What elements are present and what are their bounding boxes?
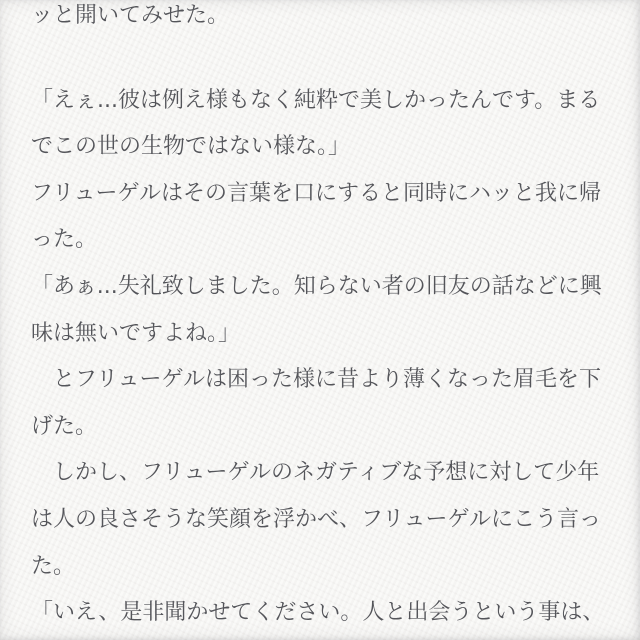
text-block: [31, 0, 630, 637]
text-line: 「いえ、是非聞かせてください。人と出会うという事は、: [31, 600, 605, 626]
text-line: 「えぇ...彼は例え様もなく純粋で美しかったんです。まる: [31, 87, 601, 113]
text-line: フリューゲルはその言葉を口にすると同時にハッと我に帰: [31, 180, 602, 206]
text-line: ッと開いてみせた。: [31, 3, 230, 28]
text-line: 「あぁ...失礼致しました。知らない者の旧友の話などに興: [31, 273, 602, 299]
text-line: った。: [31, 227, 98, 253]
text-line: た。: [31, 553, 76, 579]
body-lines: [31, 78, 630, 637]
text-line: 味は無いですよね。」: [31, 320, 241, 346]
text-line: とフリューゲルは困った様に昔より薄くなった眉毛を下: [31, 367, 602, 393]
text-line: でこの世の生物ではない様な。」: [31, 134, 351, 160]
text-line: げた。: [31, 413, 98, 439]
text-line: は人の良さそうな笑顔を浮かべ、フリューゲルにこう言っ: [31, 506, 602, 532]
text-line: しかし、フリューゲルのネガティブな予想に対して少年: [31, 460, 600, 486]
